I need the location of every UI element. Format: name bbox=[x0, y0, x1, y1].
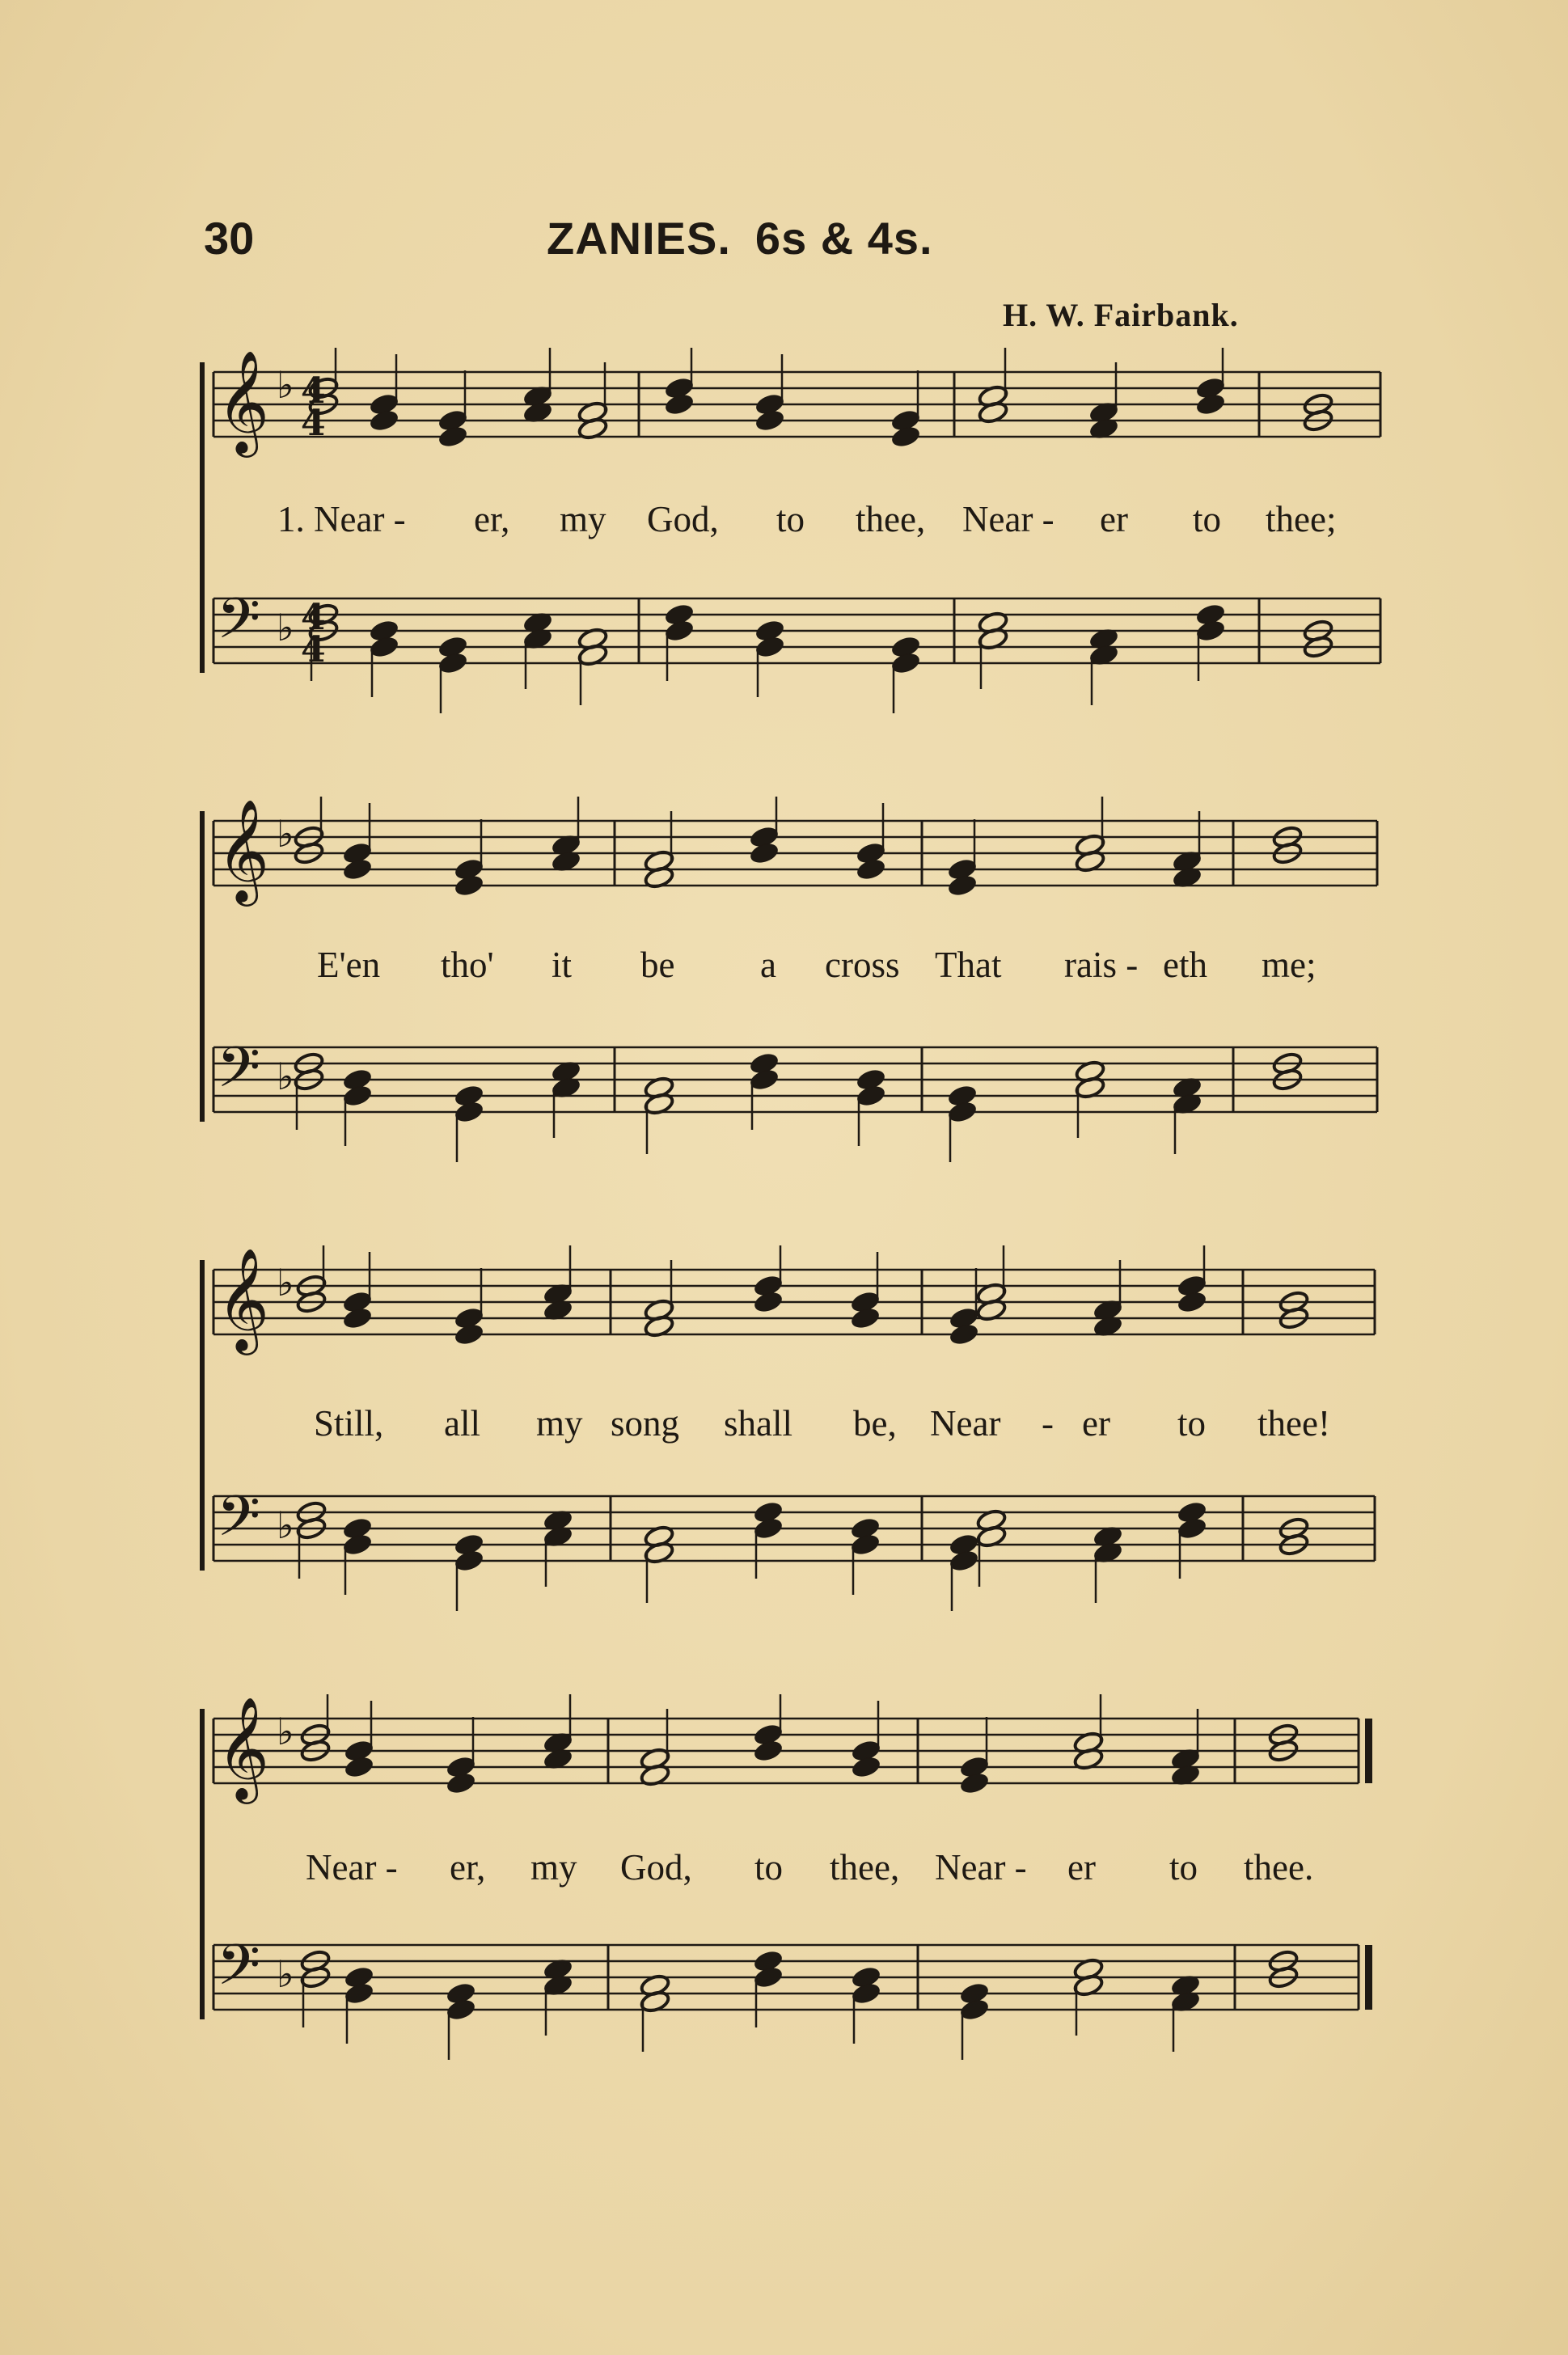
lyric-syllable: That bbox=[935, 945, 1002, 985]
hymn-title bbox=[547, 212, 1113, 264]
lyric-syllable: to bbox=[754, 1847, 784, 1888]
flat-sign-icon: ♭ bbox=[277, 363, 294, 407]
flat-sign-icon: ♭ bbox=[277, 1710, 294, 1753]
lyric-syllable: thee! bbox=[1257, 1403, 1330, 1444]
lyric-line-4 bbox=[0, 1846, 1568, 1895]
lyric-syllable: me; bbox=[1262, 945, 1317, 985]
treble-clef-icon: 𝄞 bbox=[217, 1696, 270, 1799]
lyric-syllable: be, bbox=[853, 1403, 897, 1444]
flat-sign-icon: ♭ bbox=[277, 1503, 294, 1547]
flat-sign-icon: ♭ bbox=[277, 1952, 294, 1996]
lyric-syllable: thee; bbox=[1266, 499, 1337, 539]
lyric-syllable: it bbox=[552, 945, 573, 985]
bass-clef-icon: 𝄢 bbox=[217, 1034, 261, 1114]
treble-clef-icon: 𝄞 bbox=[217, 1247, 270, 1351]
lyric-syllable: tho' bbox=[441, 945, 494, 985]
bass-clef-icon: 𝄢 bbox=[217, 1483, 261, 1562]
lyric-syllable: song bbox=[611, 1403, 680, 1444]
flat-sign-icon: ♭ bbox=[277, 1055, 294, 1098]
page-number: 30 bbox=[204, 213, 255, 264]
flat-sign-icon: ♭ bbox=[277, 812, 294, 856]
music-system-4 bbox=[0, 1694, 1568, 2066]
lyric-syllable: er bbox=[1100, 499, 1128, 539]
final-barline bbox=[1365, 1945, 1372, 2010]
music-system-2 bbox=[0, 797, 1568, 1169]
lyric-syllable: God, bbox=[647, 499, 719, 539]
time-signature-bottom: 4 bbox=[301, 629, 326, 670]
lyric-syllable: er bbox=[1082, 1403, 1110, 1444]
music-system-3 bbox=[0, 1245, 1568, 1617]
lyric-syllable: shall bbox=[724, 1403, 792, 1444]
lyric-syllable: E'en bbox=[317, 945, 381, 985]
lyric-syllable: my bbox=[560, 499, 606, 539]
lyric-syllable: Still, bbox=[314, 1403, 384, 1444]
lyric-syllable: er bbox=[1067, 1847, 1096, 1888]
lyric-syllable: God, bbox=[620, 1847, 692, 1888]
meter: 6s & 4s. bbox=[754, 213, 933, 264]
time-signature-top: 4 bbox=[301, 597, 326, 638]
tune-name: ZANIES. bbox=[547, 213, 731, 264]
lyric-syllable: my bbox=[536, 1403, 583, 1444]
lyric-syllable: er, bbox=[450, 1847, 486, 1888]
flat-sign-icon: ♭ bbox=[277, 606, 294, 649]
lyric-syllable: thee, bbox=[830, 1847, 900, 1888]
music-system-1 bbox=[0, 348, 1568, 720]
lyric-syllable: to bbox=[776, 499, 805, 539]
lyric-syllable: eth bbox=[1163, 945, 1207, 985]
final-barline bbox=[1365, 1719, 1372, 1783]
lyric-syllable: Near - bbox=[962, 499, 1054, 539]
lyric-syllable: - bbox=[1042, 1403, 1054, 1444]
lyric-syllable: cross bbox=[825, 945, 900, 985]
lyric-syllable: a bbox=[760, 945, 776, 985]
lyric-syllable: Near - bbox=[306, 1847, 398, 1888]
lyric-syllable: er, bbox=[474, 499, 510, 539]
lyric-syllable: 1. Near - bbox=[277, 499, 406, 539]
time-signature-top: 4 bbox=[301, 370, 326, 412]
lyric-syllable: thee. bbox=[1244, 1847, 1314, 1888]
lyric-line-2 bbox=[0, 944, 1568, 992]
composer-credit: H. W. Fairbank. bbox=[1003, 297, 1239, 333]
lyric-syllable: be bbox=[640, 945, 675, 985]
treble-clef-icon: 𝄞 bbox=[217, 798, 270, 902]
lyric-syllable: all bbox=[444, 1403, 480, 1444]
lyric-line-1 bbox=[0, 498, 1568, 547]
bass-clef-icon: 𝄢 bbox=[217, 1932, 261, 2011]
flat-sign-icon: ♭ bbox=[277, 1261, 294, 1304]
lyric-line-3 bbox=[0, 1402, 1568, 1451]
lyric-syllable: Near - bbox=[935, 1847, 1027, 1888]
treble-clef-icon: 𝄞 bbox=[217, 349, 270, 453]
lyric-syllable: thee, bbox=[856, 499, 926, 539]
lyric-syllable: rais - bbox=[1064, 945, 1139, 985]
lyric-syllable: to bbox=[1169, 1847, 1198, 1888]
lyric-syllable: Near bbox=[930, 1403, 1001, 1444]
bass-clef-icon: 𝄢 bbox=[217, 586, 261, 665]
lyric-syllable: my bbox=[530, 1847, 577, 1888]
time-signature-bottom: 4 bbox=[301, 403, 326, 444]
lyric-syllable: to bbox=[1177, 1403, 1207, 1444]
lyric-syllable: to bbox=[1193, 499, 1222, 539]
